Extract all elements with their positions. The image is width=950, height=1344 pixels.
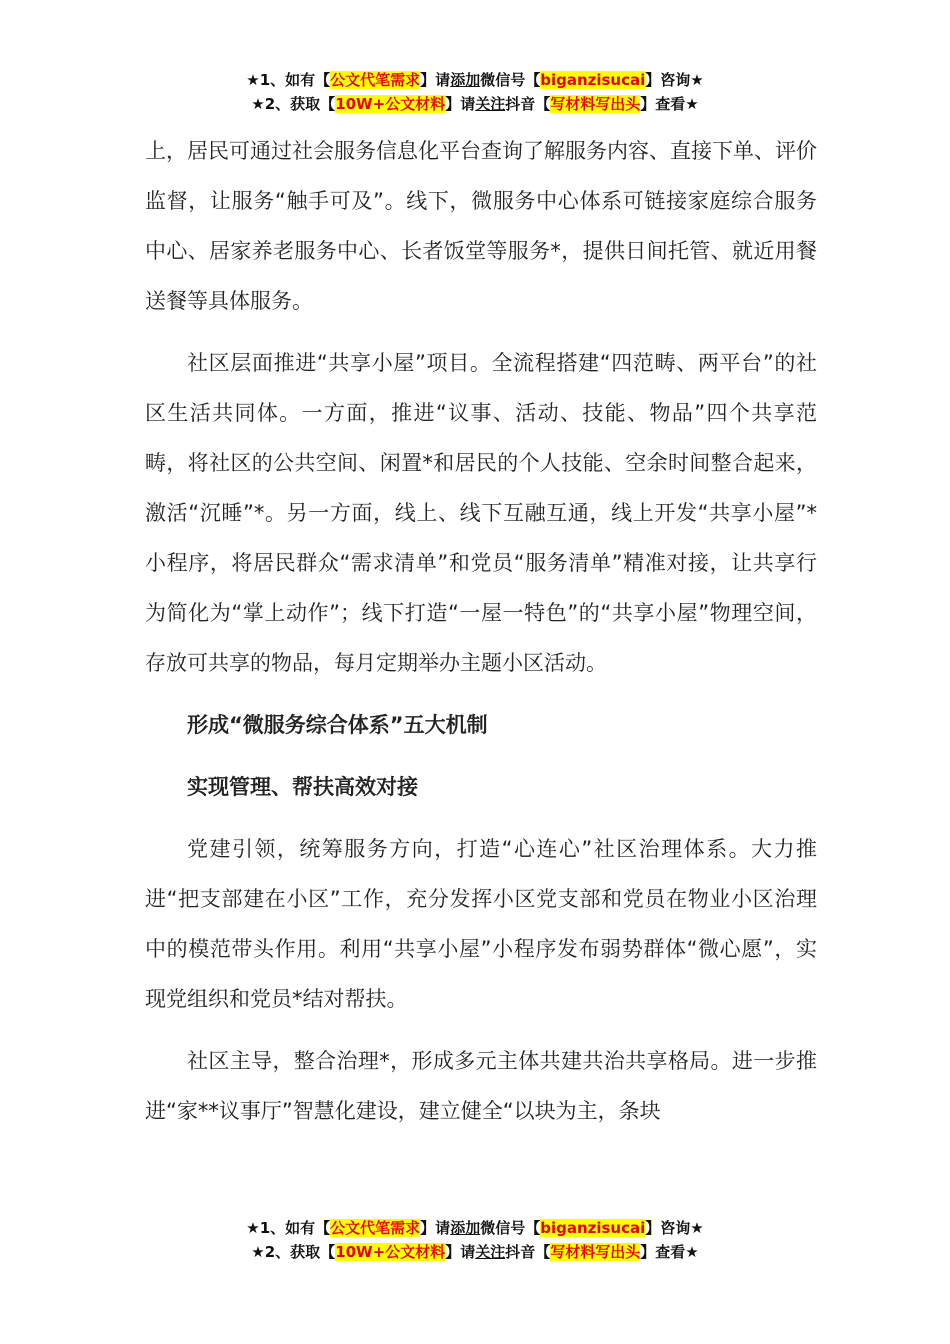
banner-highlight: 写材料写出头 [550,1243,641,1261]
banner-text: 】请 [420,71,451,89]
banner-highlight: 公文代笔需求 [330,71,421,89]
banner-text: ★1、如有【 [246,1219,331,1237]
banner-text: ★2、获取【 [251,95,336,113]
banner-underline: 添加 [450,1219,481,1237]
banner-highlight: biganzisucai [540,71,646,89]
banner-line-1 [0,1216,950,1240]
subsection-heading: 实现管理、帮扶高效对接 [187,775,418,799]
banner-line-2 [0,92,950,116]
banner-underline: 添加 [450,71,481,89]
banner-text: 抖音【 [505,95,551,113]
paragraph: 社区层面推进“共享小屋”项目。全流程搭建“四范畴、两平台”的社区生活共同体。一方面，推进“议事、活动、技能、物品”四个共享范畴，将社区的公共空间、闲置*和居民的个人技能、空余时间整合起来，激活“沉睡”*。另一方面，线上、线下互融互通，线上开发“共享小屋”*小程序，将居民群众“需求清单”和党员“服务清单”精准对接，让共享行为简化为“掌上动作”；线下打造“一屋一特色”的“共享小屋”物理空间，存放可共享的物品，每月定期举办主题小区活动。 [145,351,817,675]
banner-text: 微信号【 [480,1219,541,1237]
paragraph: 社区主导，整合治理*，形成多元主体共建共治共享格局。进一步推进“家**议事厅”智慧化建设，建立健全“以块为主，条块 [145,1049,817,1123]
document-body [145,126,817,1136]
banner-highlight: 10W+公文材料 [335,1243,446,1261]
footer-banner [0,1216,950,1264]
header-banner [0,68,950,116]
banner-line-2 [0,1240,950,1264]
banner-text: 】请 [445,1243,476,1261]
banner-text: 】咨询★ [645,71,704,89]
banner-underline: 关注 [475,1243,506,1261]
banner-text: 】请 [445,95,476,113]
banner-text: 微信号【 [480,71,541,89]
banner-text: ★1、如有【 [246,71,331,89]
banner-highlight: biganzisucai [540,1219,646,1237]
banner-underline: 关注 [475,95,506,113]
paragraph: 党建引领，统筹服务方向，打造“心连心”社区治理体系。大力推进“把支部建在小区”工作，充分发挥小区党支部和党员在物业小区治理中的模范带头作用。利用“共享小屋”小程序发布弱势群体“微心愿”，实现党组织和党员*结对帮扶。 [145,837,817,1011]
banner-highlight: 10W+公文材料 [335,95,446,113]
banner-highlight: 写材料写出头 [550,95,641,113]
banner-line-1 [0,68,950,92]
section-heading: 形成“微服务综合体系”五大机制 [187,713,488,737]
banner-highlight: 公文代笔需求 [330,1219,421,1237]
paragraph: 上，居民可通过社会服务信息化平台查询了解服务内容、直接下单、评价监督，让服务“触手可及”。线下，微服务中心体系可链接家庭综合服务中心、居家养老服务中心、长者饭堂等服务*，提供日间托管、就近用餐送餐等具体服务。 [145,139,817,313]
banner-text: ★2、获取【 [251,1243,336,1261]
banner-text: 抖音【 [505,1243,551,1261]
banner-text: 】请 [420,1219,451,1237]
banner-text: 】查看★ [640,95,699,113]
banner-text: 】咨询★ [645,1219,704,1237]
banner-text: 】查看★ [640,1243,699,1261]
